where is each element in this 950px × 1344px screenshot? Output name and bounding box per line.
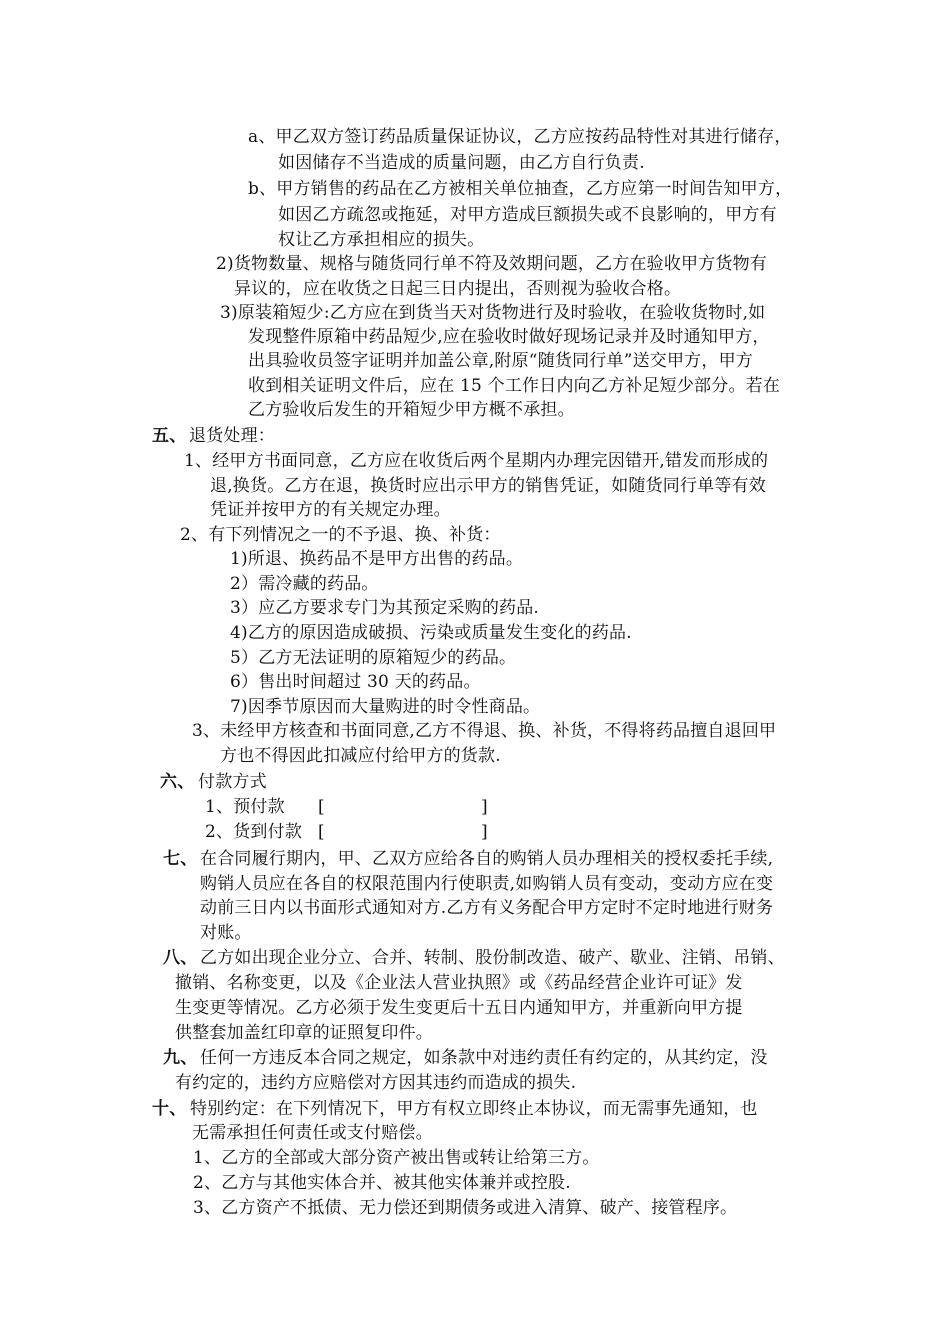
text-line: 生变更等情况。乙方必须于发生变更后十五日内通知甲方，并重新向甲方提 <box>175 998 743 1018</box>
text-line: 有约定的，违约方应赔偿对方因其违约而造成的损失. <box>175 1073 577 1093</box>
text-line: 5）乙方无法证明的原箱短少的药品。 <box>230 648 517 668</box>
bracket-open: [ <box>318 797 325 817</box>
text-line: 6）售出时间超过 30 天的药品。 <box>230 672 481 692</box>
text-line: 出具验收员签字证明并加盖公章,附原“随货同行单”送交甲方，甲方 <box>248 351 753 371</box>
text-line: 1)所退、换药品不是甲方出售的药品。 <box>230 549 524 569</box>
text-line: a、甲乙双方签订药品质量保证协议，乙方应按药品特性对其进行储存， <box>248 127 792 147</box>
bracket-close: ] <box>481 797 488 817</box>
text-line: 3)原装箱短少:乙方应在到货当天对货物进行及时验收，在验收货物时,如 <box>220 303 766 323</box>
text-line: 权让乙方承担相应的损失。 <box>278 230 485 250</box>
text-line: 购销人员应在各自的权限范围内行使职责,如购销人员有变动，变动方应在变 <box>200 874 774 894</box>
section-number: 八、 <box>163 948 198 968</box>
section-number: 六、 <box>160 772 195 792</box>
text-line: 1、经甲方书面同意，乙方应在收货后两个星期内办理完因错开,错发而形成的 <box>184 451 769 471</box>
text-line: 撤销、名称变更，以及《企业法人营业执照》或《药品经营企业许可证》发 <box>175 973 743 993</box>
text-line: 2）需冷藏的药品。 <box>230 574 379 594</box>
payment-option-label: 1、预付款 <box>205 797 285 817</box>
text-line: 异议的，应在收货之日起三日内提出，否则视为验收合格。 <box>234 279 682 299</box>
text-line: 3、未经甲方核查和书面同意,乙方不得退、换、补货，不得将药品擅自退回甲 <box>192 721 777 741</box>
section-number: 九、 <box>163 1048 198 1068</box>
section-title: 付款方式 <box>198 772 267 792</box>
bracket-open: [ <box>318 822 325 842</box>
text-line: 如因乙方疏忽或拖延，对甲方造成巨额损失或不良影响的，甲方有 <box>278 205 777 225</box>
text-line: 2、乙方与其他实体合并、被其他实体兼并或控股. <box>193 1173 571 1193</box>
section-title: 退货处理： <box>189 426 275 446</box>
text-line: 动前三日内以书面形式通知对方.乙方有义务配合甲方定时不定时地进行财务 <box>200 898 774 918</box>
text-line: b、甲方销售的药品在乙方被相关单位抽查，乙方应第一时间告知甲方， <box>248 179 793 199</box>
text-line: 对账。 <box>200 923 252 943</box>
text-line: 发现整件原箱中药品短少,应在验收时做好现场记录并及时通知甲方， <box>248 327 770 347</box>
text-line: 2)货物数量、规格与随货同行单不符及效期问题，乙方在验收甲方货物有 <box>216 254 768 274</box>
bracket-close: ] <box>481 822 488 842</box>
text-line: 收到相关证明文件后，应在 15 个工作日内向乙方补足短少部分。若在 <box>248 376 781 396</box>
section-number: 五、 <box>152 426 187 446</box>
text-line: 任何一方违反本合同之规定，如条款中对违约责任有约定的，从其约定，没 <box>200 1048 768 1068</box>
text-line: 供整套加盖红印章的证照复印件。 <box>175 1023 433 1043</box>
text-line: 在合同履行期内，甲、乙双方应给各自的购销人员办理相关的授权委托手续, <box>200 849 774 869</box>
text-line: 7)因季节原因而大量购进的时令性商品。 <box>230 697 541 717</box>
text-line: 凭证并按甲方的有关规定办理。 <box>210 500 451 520</box>
text-line: 无需承担任何责任或支付赔偿。 <box>192 1123 433 1143</box>
text-line: 1、乙方的全部或大部分资产被出售或转让给第三方。 <box>193 1148 600 1168</box>
text-line: 3）应乙方要求专门为其预定采购的药品. <box>230 598 540 618</box>
text-line: 乙方验收后发生的开箱短少甲方概不承担。 <box>248 400 575 420</box>
text-line: 退,换货。乙方在退，换货时应出示甲方的销售凭证，如随货同行单等有效 <box>210 476 767 496</box>
text-line: 特别约定：在下列情况下，甲方有权立即终止本协议，而无需事先通知，也 <box>190 1099 758 1119</box>
text-line: 3、乙方资产不抵债、无力偿还到期债务或进入清算、破产、接管程序。 <box>193 1198 738 1218</box>
text-line: 方也不得因此扣减应付给甲方的货款. <box>220 746 501 766</box>
section-number: 七、 <box>163 849 198 869</box>
section-number: 十、 <box>152 1099 187 1119</box>
payment-option-label: 2、货到付款 <box>205 822 303 842</box>
text-line: 如因储存不当造成的质量问题，由乙方自行负责. <box>278 153 645 173</box>
text-line: 乙方如出现企业分立、合并、转制、股份制改造、破产、歇业、注销、吊销、 <box>200 948 785 968</box>
text-line: 4)乙方的原因造成破损、污染或质量发生变化的药品. <box>230 623 632 643</box>
text-line: 2、有下列情况之一的不予退、换、补货： <box>180 525 501 545</box>
